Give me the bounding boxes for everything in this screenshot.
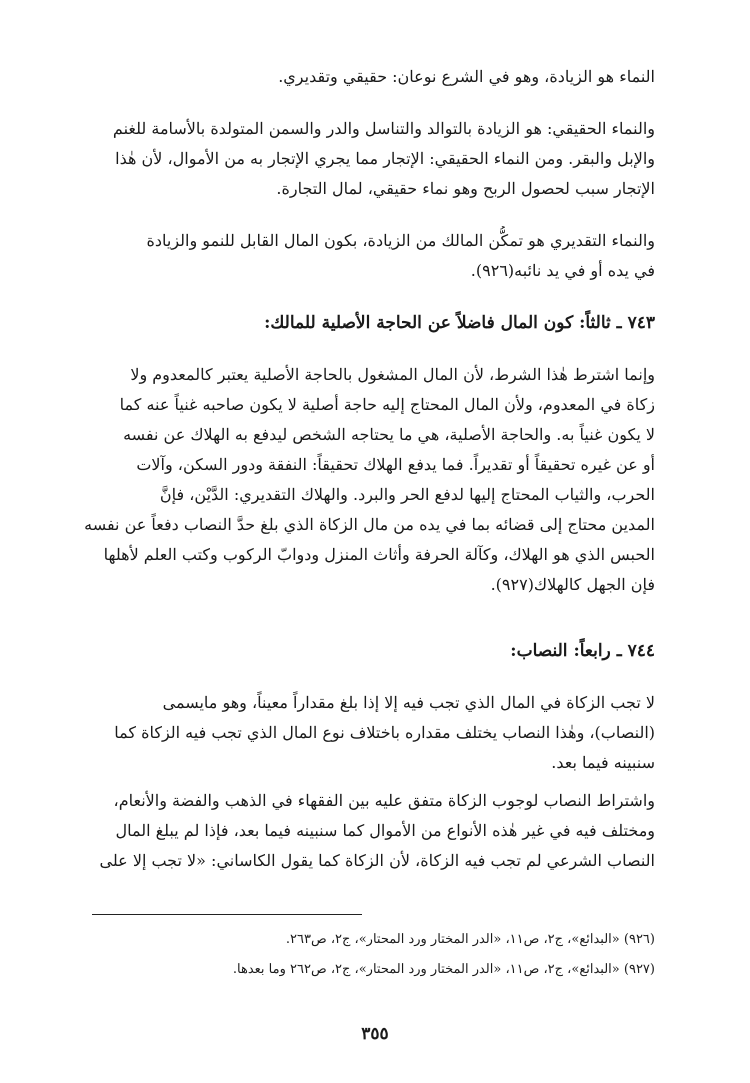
paragraph-nisab (50, 688, 655, 778)
text-line: النماء هو الزيادة، وهو في الشرع نوعان: حقيقي وتقديري. (278, 67, 655, 86)
paragraph-nama-definition (50, 62, 655, 92)
text-line: المدين محتاج إلى قضائه بما في يده من مال الزكاة الذي بلغ حدَّ النصاب دفعاً عن نفسه (84, 515, 655, 534)
text-line: زكاة في المعدوم، ولأن المال المحتاج إليه حاجة أصلية لا يكون صاحبه غنياً عنه كما (119, 395, 655, 414)
text-line: أو عن غيره تحقيقاً أو تقديراً. فما يدفع الهلاك تحقيقاً: النفقة ودور السكن، وآلات (136, 455, 655, 474)
text-line: في يده أو في يد نائبه(٩٢٦). (470, 261, 655, 280)
text-line: ومختلف فيه في غير هٰذه الأنواع من الأموال كما سنبينه فيما بعد، فإذا لم يبلغ المال (115, 821, 655, 840)
section-heading-743: ٧٤٣ ـ ثالثاً: كون المال فاضلاً عن الحاجة الأصلية للمالك: (264, 313, 655, 333)
text-line: لا تجب الزكاة في المال الذي تجب فيه إلا إذا بلغ مقداراً معيناً، وهو مايسمى (162, 693, 655, 712)
text-line: النصاب الشرعي لم تجب فيه الزكاة، لأن الزكاة كما يقول الكاساني: «لا تجب إلا على (99, 851, 655, 870)
text-line: لا يكون غنياً به. والحاجة الأصلية، هي ما يحتاجه الشخص ليدفع به الهلاك عن نفسه (123, 425, 655, 444)
text-line: والنماء التقديري هو تمكُّن المالك من الزيادة، بكون المال القابل للنمو والزيادة (146, 231, 655, 250)
page-number: ٣٥٥ (361, 1024, 389, 1044)
text-line: والإبل والبقر. ومن النماء الحقيقي: الإتجار مما يجري الإتجار به من الأموال، لأن هٰذا (115, 149, 655, 168)
footnote-separator (92, 914, 362, 915)
footnote-927: (٩٢٧) «البدائع»، ج٢، ص١١، «الدر المختار ورد المحتار»، ج٢، ص٢٦٢ وما بعدها. (232, 962, 655, 977)
text-line: الإتجار سبب لحصول الربح وهو نماء حقيقي، لمال التجارة. (276, 179, 655, 198)
text-line: الحرب، والثياب المحتاج إليها لدفع الحر والبرد. والهلاك التقديري: الدَّيْن، فإنَّ (159, 485, 655, 504)
text-line: وإنما اشترط هٰذا الشرط، لأن المال المشغول بالحاجة الأصلية يعتبر كالمعدوم ولا (130, 365, 655, 384)
section-heading-744: ٧٤٤ ـ رابعاً: النصاب: (510, 641, 655, 661)
paragraph-real-growth (50, 114, 655, 204)
text-line: والنماء الحقيقي: هو الزيادة بالتوالد والتناسل والدر والسمن المتولدة بالأسامة للغنم (112, 119, 655, 138)
text-line: واشتراط النصاب لوجوب الزكاة متفق عليه بين الفقهاء في الذهب والفضة والأنعام، (113, 791, 655, 810)
text-line: الحبس الذي هو الهلاك، وكآلة الحرفة وأثاث المنزل ودوابّ الركوب وكتب العلم لأهلها (103, 545, 655, 564)
text-line: سنبينه فيما بعد. (551, 753, 655, 772)
paragraph-basic-need (50, 360, 655, 600)
footnote-926: (٩٢٦) «البدائع»، ج٢، ص١١، «الدر المختار ورد المحتار»، ج٢، ص٢٦٣. (285, 932, 655, 947)
text-line: (النصاب)، وهٰذا النصاب يختلف مقداره باختلاف نوع المال الذي تجب فيه الزكاة كما (114, 723, 655, 742)
paragraph-nisab-condition (50, 786, 655, 876)
paragraph-estimated-growth (50, 226, 655, 286)
text-line: فإن الجهل كالهلاك(٩٢٧). (490, 575, 655, 594)
